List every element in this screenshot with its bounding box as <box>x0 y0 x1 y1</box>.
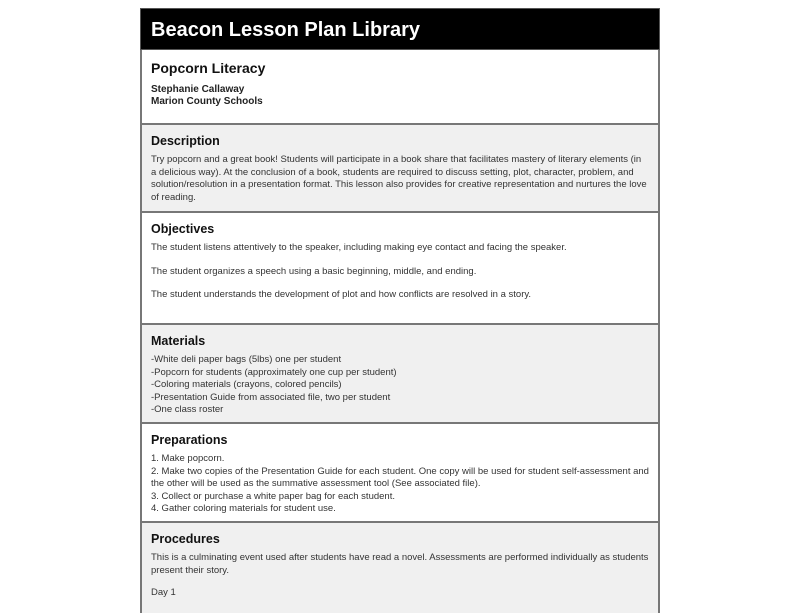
preparation-item: 4. Gather coloring materials for student use. <box>151 503 336 514</box>
material-item: -One class roster <box>151 404 224 415</box>
materials-section <box>140 325 660 424</box>
lesson-organization: Marion County Schools <box>151 96 263 107</box>
procedures-day-label: Day 1 <box>151 587 176 598</box>
preparation-item: 2. Make two copies of the Presentation Guide for each student. One copy will be used for student self-assessment and the other will be used as the summative assessment tool (See associated file). <box>151 465 649 489</box>
site-header <box>140 8 660 50</box>
description-section <box>140 125 660 213</box>
lesson-plan-page <box>140 8 660 613</box>
description-heading: Description <box>151 134 220 148</box>
preparations-heading: Preparations <box>151 433 228 447</box>
preparations-section <box>140 424 660 523</box>
site-title: Beacon Lesson Plan Library <box>151 19 420 41</box>
lesson-author: Stephanie Callaway <box>151 84 245 95</box>
objectives-heading: Objectives <box>151 222 215 236</box>
lesson-title-section <box>140 50 660 125</box>
material-item: -Coloring materials (crayons, colored pencils) <box>151 379 342 390</box>
description-text: Try popcorn and a great book! Students will participate in a book share that facilitates mastery of literary elements (in a delicious way). At the conclusion of a book, students are required to discuss setting, plot, character, problem, and solution/resolution in a presentation format. This lesson also provides for creative representation and nurtures the love of reading. <box>151 154 647 203</box>
procedures-text: This is a culminating event used after students have read a novel. Assessments are performed individually as students present their story. <box>151 552 649 576</box>
preparation-item: 3. Collect or purchase a white paper bag for each student. <box>151 490 395 502</box>
objective-item: The student organizes a speech using a basic beginning, middle, and ending. <box>151 265 477 277</box>
material-item: -White deli paper bags (5lbs) one per student <box>151 354 342 365</box>
lesson-title: Popcorn Literacy <box>151 60 266 76</box>
preparation-item: 1. Make popcorn. <box>151 453 225 464</box>
material-item: -Presentation Guide from associated file, two per student <box>151 391 391 403</box>
materials-heading: Materials <box>151 334 206 348</box>
objectives-section <box>140 213 660 325</box>
procedures-heading: Procedures <box>151 532 220 546</box>
material-item: -Popcorn for students (approximately one cup per student) <box>151 366 397 378</box>
objective-item: The student understands the development of plot and how conflicts are resolved in a story. <box>151 289 532 300</box>
objective-item: The student listens attentively to the speaker, including making eye contact and facing the speaker. <box>151 242 567 253</box>
